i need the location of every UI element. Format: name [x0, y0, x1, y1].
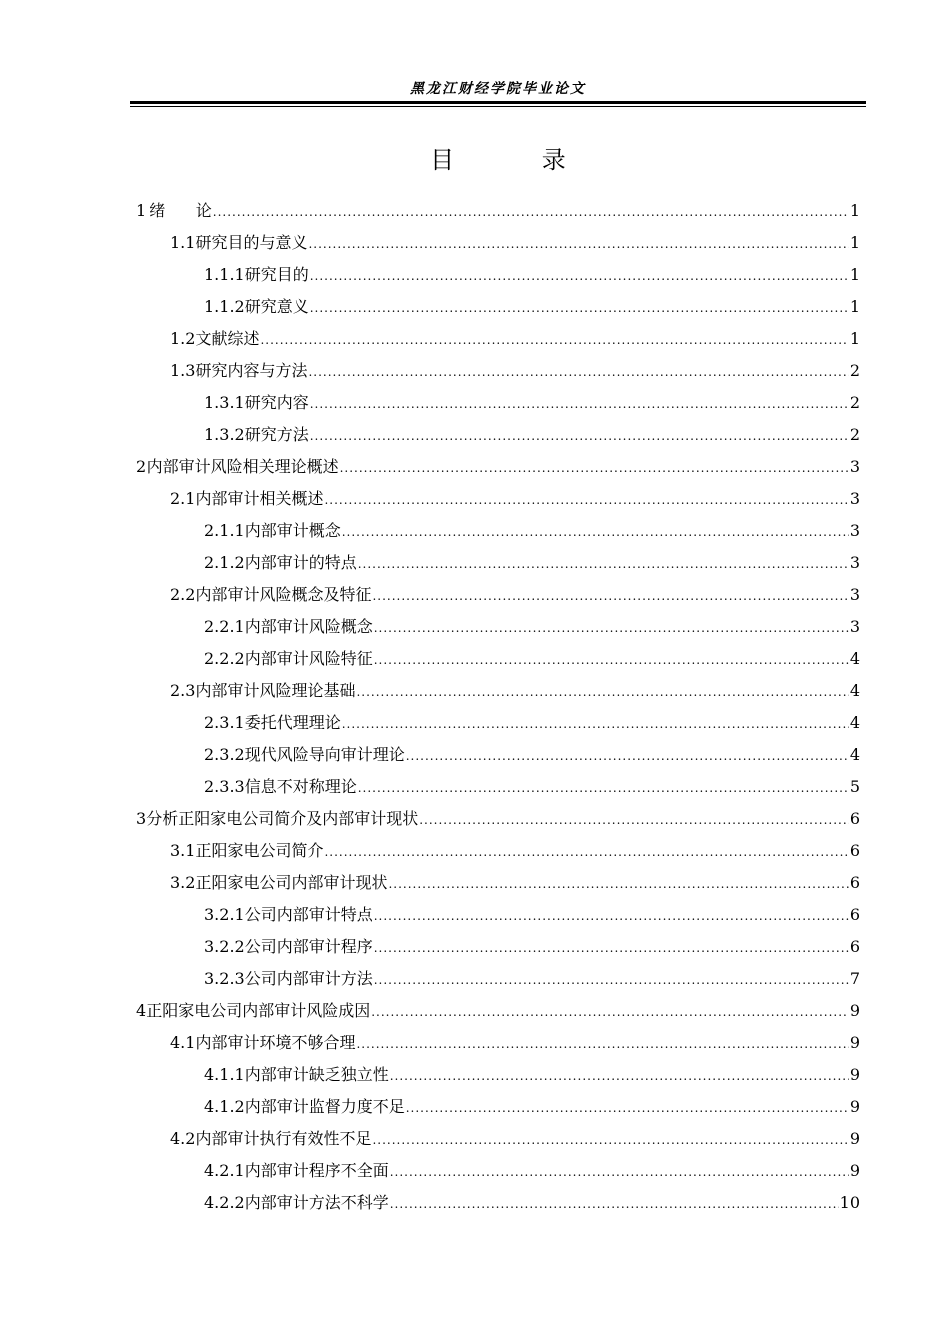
toc-entry-label: 内部审计相关概述 — [195, 489, 324, 508]
toc-entry-page: 10 — [839, 1193, 860, 1212]
toc-entry[interactable] — [136, 1123, 860, 1155]
toc-entry[interactable] — [136, 835, 860, 867]
toc-entry[interactable] — [136, 995, 860, 1027]
toc-entry[interactable] — [136, 1027, 860, 1059]
toc-entry-label: 研究目的 — [244, 265, 309, 284]
toc-entry[interactable] — [136, 483, 860, 515]
toc-leader-dots — [374, 964, 849, 996]
toc-entry[interactable] — [136, 291, 860, 323]
toc-leader-dots — [310, 388, 849, 420]
toc-entry-page: 1 — [849, 233, 860, 252]
toc-entry-page: 1 — [849, 329, 860, 348]
toc-entry-label: 内部审计执行有效性不足 — [195, 1129, 372, 1148]
toc-entry-label: 内部审计概念 — [244, 521, 341, 540]
header-rule-thin — [130, 106, 866, 107]
toc-entry-page: 6 — [849, 905, 860, 924]
toc-entry[interactable] — [136, 323, 860, 355]
toc-entry-page: 5 — [849, 777, 860, 796]
toc-entry-label: 委托代理理论 — [244, 713, 341, 732]
toc-entry-label: 内部审计缺乏独立性 — [244, 1065, 389, 1084]
toc-entry-page: 3 — [849, 617, 860, 636]
toc-leader-dots — [390, 1156, 849, 1188]
toc-entry-label: 内部审计风险概念 — [244, 617, 373, 636]
toc-entry-page: 4 — [849, 745, 860, 764]
toc-entry-number: 1 — [136, 201, 147, 220]
toc-entry-page: 3 — [849, 457, 860, 476]
toc-leader-dots — [310, 292, 849, 324]
running-header: 黑龙江财经学院毕业论文 — [410, 81, 586, 97]
toc-entry-number: 2.3.3 — [204, 777, 245, 796]
toc-entry[interactable] — [136, 611, 860, 643]
toc-entry-label: 公司内部审计特点 — [244, 905, 373, 924]
table-of-contents — [136, 195, 860, 1219]
toc-entry-number: 2.3.1 — [204, 713, 245, 732]
toc-leader-dots — [358, 772, 849, 804]
toc-leader-dots — [342, 708, 849, 740]
toc-entry[interactable] — [136, 675, 860, 707]
toc-entry-page: 3 — [849, 521, 860, 540]
toc-entry[interactable] — [136, 387, 860, 419]
toc-entry-number: 2.1.2 — [204, 553, 245, 572]
toc-leader-dots — [390, 1188, 839, 1220]
toc-leader-dots — [388, 868, 848, 900]
toc-entry-page: 6 — [849, 937, 860, 956]
toc-leader-dots — [406, 1092, 849, 1124]
toc-entry-number: 2 — [136, 457, 147, 476]
toc-entry-page: 4 — [849, 713, 860, 732]
toc-entry-label: 正阳家电公司内部审计风险成因 — [146, 1001, 371, 1020]
toc-entry-number: 2.2 — [170, 585, 196, 604]
toc-entry-number: 3.2 — [170, 873, 196, 892]
toc-entry[interactable] — [136, 867, 860, 899]
toc-entry-label: 公司内部审计方法 — [244, 969, 373, 988]
toc-entry[interactable] — [136, 419, 860, 451]
toc-leader-dots — [374, 612, 849, 644]
toc-entry[interactable] — [136, 931, 860, 963]
toc-leader-dots — [324, 836, 848, 868]
toc-entry-number: 2.2.2 — [204, 649, 245, 668]
toc-entry-label: 内部审计风险特征 — [244, 649, 373, 668]
toc-leader-dots — [372, 580, 848, 612]
toc-entry-label: 研究意义 — [244, 297, 309, 316]
toc-entry-number: 3 — [136, 809, 147, 828]
toc-entry-page: 2 — [849, 393, 860, 412]
toc-leader-dots — [371, 996, 849, 1028]
toc-entry-page: 1 — [849, 297, 860, 316]
toc-entry-page: 4 — [849, 649, 860, 668]
toc-entry-number: 1.1 — [170, 233, 196, 252]
toc-entry-number: 4.1 — [170, 1033, 196, 1052]
toc-entry-page: 1 — [849, 201, 860, 220]
toc-entry-number: 1.2 — [170, 329, 196, 348]
toc-entry-number: 2.1 — [170, 489, 196, 508]
toc-entry[interactable] — [136, 1091, 860, 1123]
toc-entry-label: 公司内部审计程序 — [244, 937, 373, 956]
toc-entry-page: 3 — [849, 585, 860, 604]
toc-leader-dots — [310, 420, 849, 452]
toc-entry-number: 4.1.2 — [204, 1097, 245, 1116]
header-rule-thick — [130, 101, 866, 104]
toc-leader-dots — [372, 1124, 848, 1156]
toc-leader-dots — [324, 484, 848, 516]
toc-entry-page: 9 — [849, 1161, 860, 1180]
toc-entry-page: 6 — [849, 841, 860, 860]
toc-leader-dots — [308, 228, 848, 260]
toc-leader-dots — [390, 1060, 849, 1092]
toc-entry-label: 内部审计风险理论基础 — [195, 681, 356, 700]
toc-entry-label: 内部审计的特点 — [244, 553, 357, 572]
toc-entry-page: 2 — [849, 361, 860, 380]
toc-entry-number: 3.2.1 — [204, 905, 245, 924]
toc-leader-dots — [340, 452, 849, 484]
toc-leader-dots — [213, 196, 849, 228]
toc-entry-page: 9 — [849, 1129, 860, 1148]
toc-entry-number: 2.3.2 — [204, 745, 245, 764]
toc-leader-dots — [308, 356, 848, 388]
toc-entry-page: 7 — [849, 969, 860, 988]
toc-entry-page: 9 — [849, 1033, 860, 1052]
toc-entry-page: 3 — [849, 489, 860, 508]
toc-entry-page: 4 — [849, 681, 860, 700]
toc-entry-label: 研究内容 — [244, 393, 309, 412]
toc-leader-dots — [310, 260, 849, 292]
toc-entry-label: 内部审计环境不够合理 — [195, 1033, 356, 1052]
toc-entry[interactable] — [136, 355, 860, 387]
toc-entry-label: 文献综述 — [195, 329, 260, 348]
toc-entry-page: 1 — [849, 265, 860, 284]
toc-entry-label: 内部审计方法不科学 — [244, 1193, 389, 1212]
toc-entry-page: 9 — [849, 1097, 860, 1116]
toc-leader-dots — [374, 644, 849, 676]
toc-entry-number: 3.2.2 — [204, 937, 245, 956]
toc-entry-number: 4.2 — [170, 1129, 196, 1148]
toc-entry[interactable] — [136, 963, 860, 995]
toc-leader-dots — [260, 324, 848, 356]
toc-entry[interactable] — [136, 1155, 860, 1187]
toc-entry-number: 1.3 — [170, 361, 196, 380]
toc-entry-label: 正阳家电公司内部审计现状 — [195, 873, 388, 892]
toc-entry-number: 1.1.1 — [204, 265, 245, 284]
toc-entry-number: 4.2.2 — [204, 1193, 245, 1212]
toc-entry[interactable] — [136, 227, 860, 259]
toc-entry[interactable] — [136, 643, 860, 675]
toc-entry-page: 9 — [849, 1065, 860, 1084]
toc-entry[interactable] — [136, 739, 860, 771]
toc-entry-page: 6 — [849, 873, 860, 892]
toc-entry-label: 研究目的与意义 — [195, 233, 308, 252]
toc-entry-page: 9 — [849, 1001, 860, 1020]
page-title: 目 录 — [430, 146, 606, 174]
toc-entry-number: 1.3.2 — [204, 425, 245, 444]
toc-entry-number: 3.2.3 — [204, 969, 245, 988]
toc-entry-number: 3.1 — [170, 841, 196, 860]
toc-entry-label: 内部审计监督力度不足 — [244, 1097, 405, 1116]
toc-entry-label: 正阳家电公司简介 — [195, 841, 324, 860]
toc-entry[interactable] — [136, 803, 860, 835]
toc-entry[interactable] — [136, 707, 860, 739]
toc-entry-number: 1.3.1 — [204, 393, 245, 412]
toc-entry-number: 2.1.1 — [204, 521, 245, 540]
toc-entry[interactable] — [136, 547, 860, 579]
toc-entry[interactable] — [136, 195, 860, 227]
toc-entry[interactable] — [136, 771, 860, 803]
toc-leader-dots — [374, 932, 849, 964]
toc-leader-dots — [374, 900, 849, 932]
toc-leader-dots — [406, 740, 849, 772]
toc-leader-dots — [342, 516, 849, 548]
toc-entry[interactable] — [136, 1187, 860, 1219]
toc-entry-number: 4.2.1 — [204, 1161, 245, 1180]
toc-leader-dots — [356, 676, 848, 708]
toc-leader-dots — [356, 1028, 848, 1060]
toc-entry-label: 现代风险导向审计理论 — [244, 745, 405, 764]
toc-entry[interactable] — [136, 259, 860, 291]
toc-entry-number: 4.1.1 — [204, 1065, 245, 1084]
toc-entry-label: 分析正阳家电公司简介及内部审计现状 — [146, 809, 419, 828]
toc-entry-label: 绪 论 — [149, 201, 212, 220]
toc-entry-label: 内部审计风险概念及特征 — [195, 585, 372, 604]
toc-entry-page: 3 — [849, 553, 860, 572]
toc-entry-page: 6 — [849, 809, 860, 828]
toc-entry-label: 内部审计程序不全面 — [244, 1161, 389, 1180]
toc-entry[interactable] — [136, 1059, 860, 1091]
toc-entry-page: 2 — [849, 425, 860, 444]
toc-entry-label: 内部审计风险相关理论概述 — [146, 457, 339, 476]
toc-entry-label: 研究内容与方法 — [195, 361, 308, 380]
toc-entry-number: 2.3 — [170, 681, 196, 700]
toc-entry[interactable] — [136, 899, 860, 931]
toc-entry[interactable] — [136, 579, 860, 611]
toc-leader-dots — [358, 548, 849, 580]
toc-entry-number: 4 — [136, 1001, 147, 1020]
toc-entry-number: 1.1.2 — [204, 297, 245, 316]
toc-entry-label: 信息不对称理论 — [244, 777, 357, 796]
toc-entry[interactable] — [136, 515, 860, 547]
toc-entry[interactable] — [136, 451, 860, 483]
toc-leader-dots — [419, 804, 849, 836]
toc-entry-label: 研究方法 — [244, 425, 309, 444]
toc-entry-number: 2.2.1 — [204, 617, 245, 636]
